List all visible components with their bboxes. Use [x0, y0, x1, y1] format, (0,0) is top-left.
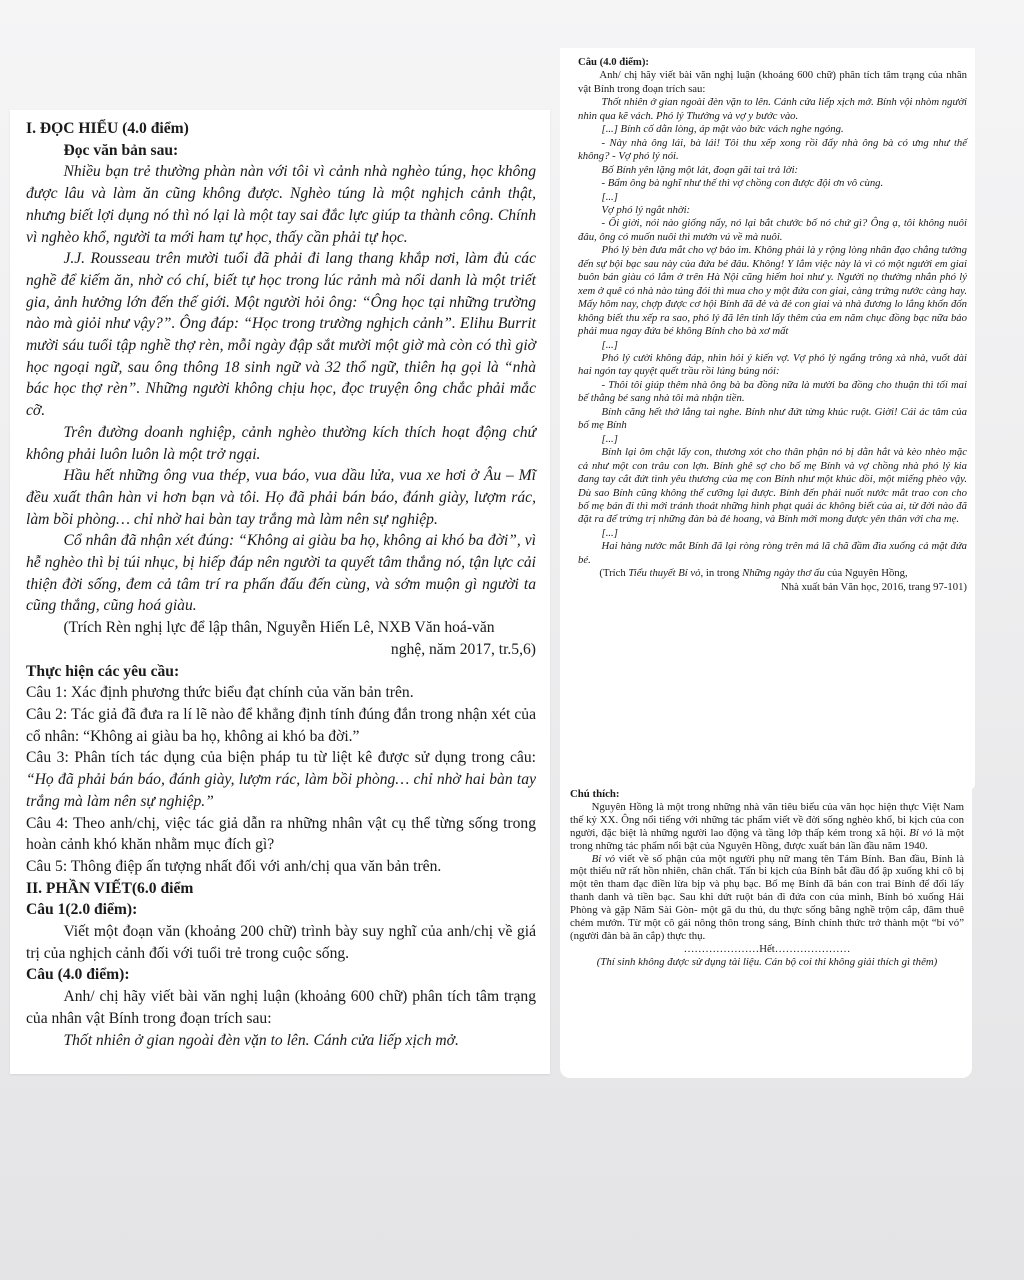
- excerpt-paragraph: [...]: [601, 190, 618, 203]
- excerpt-paragraph: Bính căng hết thớ lắng tai nghe. Bính như đứt từng khúc ruột. Giời! Cái ác tâm của bố mẹ Bính: [578, 405, 967, 432]
- end-marker: …………………Hết…………………: [683, 942, 851, 955]
- notes-heading: Chú thích:: [570, 788, 620, 800]
- question-2: Câu 2: Tác giả đã đưa ra lí lẽ nào để khẳng định tính đúng đắn trong nhận xét của cổ nhân: “Không ai giàu ba họ, không ai khó ba đời.”: [26, 705, 536, 745]
- note-author-work-title: Bỉ vỏ: [909, 826, 933, 839]
- question-4: Câu 4: Theo anh/chị, việc tác giả dẫn ra những nhân vật cụ thể từng sống trong hoàn cảnh khó khăn nhằm mục đích gì?: [26, 814, 536, 854]
- excerpt-paragraph: Bính lại ôm chặt lấy con, thương xót cho thân phận nó bị dằn hắt và kèo nhèo mặc cả như một con trâu con lợn. Bính ghê sợ cho bố mẹ Bính và vợ chồng nhà phó lý kia đang tay cắt đứt tình yêu thương của mẹ con Bính như một khúc dồi, một miếng phèo vậy. Dù sao Bính cũng không thể cưỡng lại được. Bính đến phải nuốt nước mắt trao con cho bố mẹ bán đi thì mới tránh thoát những hình phạt quái ác không biết của ai, từ đời nào đã đặt ra để trừng trị những đàn bà đẻ hoang, và Bính mới mong được yên thân với cha mẹ.: [578, 446, 967, 526]
- writing-task-1-heading: Câu 1(2.0 điểm):: [26, 901, 138, 919]
- excerpt-paragraph: Vợ phó lý ngắt nhời:: [601, 203, 691, 216]
- excerpt-paragraph: - Này nhà ông lái, bà lái! Tôi thu xếp xong rồi đấy nhà ông bà có ưng như thế không? - Vợ phó lý nói.: [578, 136, 967, 163]
- section-writing-heading: II. PHẦN VIẾT(6.0 điểm: [26, 879, 194, 897]
- exam-page-left: [10, 110, 550, 1074]
- passage-paragraph-5: Cổ nhân đã nhận xét đúng: “Không ai giàu ba họ, không ai khó ba đời”, vì hễ nghèo thì bị túi nhục, bị hiếp đáp nên người ta quyết tâm thắng nó, tận lực cải thiện đời sống, đem cả tâm trí ra phấn đấu đến cùng, và sớm muộn gì người ta cũng thắng, cũng hoá giàu.: [26, 532, 536, 615]
- question-3-prefix: Câu 3: Phân tích tác dụng của biện pháp tu từ liệt kê được sử dụng trong câu:: [26, 749, 536, 767]
- excerpt-paragraph: - Bẩm ông bà nghĩ như thế thì vợ chồng con được đội ơn vô cùng.: [601, 177, 884, 190]
- question-5: Câu 5: Thông điệp ấn tượng nhất đối với anh/chị qua văn bản trên.: [26, 857, 442, 875]
- passage-paragraph-4: Hầu hết những ông vua thép, vua báo, vua dầu lửa, vua xe hơi ở Âu – Mĩ đều xuất thân hàn vi hơn bạn và tôi. Họ đã phải bán báo, đánh giày, lượm rác, làm bồi phòng… chỉ nhờ hai bàn tay trắng mà làm nên sự nghiệp.: [26, 467, 536, 528]
- excerpt-paragraph: [...]: [601, 432, 618, 445]
- excerpt-paragraph: Bố Bính yên lặng một lát, đoạn gãi tai trả lời:: [601, 163, 799, 176]
- citation-line-2: nghệ, năm 2017, tr.5,6): [390, 640, 536, 658]
- excerpt-paragraph: [...]: [601, 338, 618, 351]
- citation-line-1: (Trích Rèn nghị lực để lập thân, Nguyễn Hiến Lê, NXB Văn hoá-văn: [63, 619, 495, 637]
- note-author: [570, 801, 964, 853]
- excerpt-paragraph: [...] Bính cố dằn lòng, áp mặt vào bức vách nghe ngóng.: [601, 123, 844, 136]
- excerpt-source-prefix: (Trích: [599, 567, 629, 580]
- excerpt-paragraph: Phó lý bèn đưa mắt cho vợ bảo im. Không phải là y rộng lòng nhân đạo chẳng tưởng đến sự bội bạc sau này của đứa bé đâu. Không! Y lắm việc này là vì có một người em giai buôn bán giàu có lắm ở trên Hà Nội cũng hiếm hoi như y. Người nọ thường nhắn phó lý xem ở quê có nhà nào túng đói thì mua cho y một đứa con giai, càng trứng nước càng hay. Mấy hôm nay, chợp được cơ hội Bính đã đẻ và đẻ con giai và nhà đương lo lắng khốn đốn không biết thu xếp ra sao, phó lý đã lên tỉnh lấy thêm của em năm chục đồng bạc nữa bảo phải mua ngay đứa bé không Bính cho bà xơ mất: [578, 244, 967, 338]
- excerpt-source-mid: , in trong: [700, 567, 743, 580]
- excerpt-paragraph: Hai hàng nước mắt Bính đã lại ròng ròng trên má lã chã đầm đìa xuống cả mặt đứa bé.: [578, 540, 967, 566]
- excerpt-source-book: Những ngày thơ ấu: [742, 567, 825, 580]
- excerpt-paragraph: Phó lý cười không đáp, nhìn hỏi ý kiến vợ. Vợ phó lý ngẩng trông xà nhà, vuốt dài hai ngón tay quyệt quết trầu rồi lúng búng nói:: [578, 351, 967, 378]
- writing-task-2-heading: Câu (4.0 điểm):: [26, 966, 130, 984]
- excerpt-paragraph: Thốt nhiên ở gian ngoài đèn vặn to lên. Cánh cửa liếp xịch mở. Bính vội nhòm người nhìn qua kẽ vách. Phó lý Thưởng và vợ y bước vào.: [578, 96, 967, 122]
- question-3: [26, 747, 536, 812]
- notes-panel: [560, 784, 972, 1078]
- excerpt-source: [578, 567, 967, 580]
- essay-question-heading: Câu (4.0 điểm):: [578, 56, 649, 68]
- note-summary: [570, 853, 964, 943]
- question-3-quote: “Họ đã phải bán báo, đánh giày, lượm rác, làm bồi phòng… chỉ nhờ hai bàn tay trắng mà làm nên sự nghiệp.”: [26, 771, 536, 810]
- note-summary-text: viết về số phận của một người phụ nữ mang tên Tám Bính. Ban đầu, Bính là một thiếu nữ rất hồn nhiên, chân chất. Tấn bi kịch của Bính bắt đầu đổ ập xuống khi cô bị một tên tham đạc điền lừa bịp và phụ bạc. Bố mẹ Bính đã bán con trai Bính để đổi lấy thanh danh và tiền bạc. Sau khi dứt ruột bán đi đứa con của mình, Bính bỏ xuống Hải Phòng và gặp Năm Sài Gòn- một gã du thủ, du thực sống bằng nghề trộm cắp, đâm thuê chém mướn. Từ một cô gái nông thôn trong sáng, Bính chính thức trở thành một “bỉ vỏ” (người đàn bà ăn cắp) thực thụ.: [570, 852, 964, 942]
- excerpt-paragraph: - Thôi tôi giúp thêm nhà ông bà ba đồng nữa là mười ba đồng cho thuận thì tối mai bế thằng bé sang nhà tôi mà nhận tiền.: [578, 378, 967, 405]
- excerpt-paragraph: - Ối giời, nói nào giống nẩy, nó lại bắt chước bố nó chứ gì? Ông ạ, tôi không nuôi đâu, ông có muốn nuôi thì mướn vú về mà nuôi.: [578, 217, 967, 243]
- read-text-instruction: Đọc văn bản sau:: [63, 141, 179, 159]
- essay-question-prompt: Anh/ chị hãy viết bài văn nghị luận (khoảng 600 chữ) phân tích tâm trạng của nhân vật Bính trong đoạn trích sau:: [578, 69, 967, 95]
- note-summary-work-title: Bỉ vỏ: [591, 852, 616, 865]
- note-author-text-a: Nguyên Hồng là một trong những nhà văn tiêu biểu của văn học hiện thực Việt Nam thế kỷ XX. Ông nổi tiếng với những tác phẩm viết về đời sống nghèo khổ, bi kịch của con người, đặc biệt là những người lao động và tầng lớp thấp kém trong xã hội.: [570, 800, 964, 839]
- excerpt-source-suffix: của Nguyên Hồng,: [824, 567, 908, 580]
- exam-page-right: [560, 48, 975, 790]
- excerpt-source-publisher: Nhà xuất bản Văn học, 2016, trang 97-101): [781, 580, 967, 593]
- note-author-text-b: là một trong những tác phẩm nổi bật của Nguyên Hồng, được xuất bản lần đầu năm 1940.: [570, 826, 964, 852]
- section-reading-heading: I. ĐỌC HIỂU (4.0 điểm): [26, 120, 189, 137]
- tasks-heading: Thực hiện các yêu cầu:: [26, 662, 180, 680]
- excerpt-source-title: Tiểu thuyết Bỉ vỏ: [628, 567, 701, 580]
- writing-task-2-excerpt-start: Thốt nhiên ở gian ngoài đèn vặn to lên. Cánh cửa liếp xịch mở.: [63, 1031, 459, 1049]
- exam-footnote: (Thí sinh không được sử dụng tài liệu. Cán bộ coi thi không giải thích gì thêm): [596, 955, 938, 968]
- writing-task-2-text: Anh/ chị hãy viết bài văn nghị luận (khoảng 600 chữ) phân tích tâm trạng của nhân vật Bính trong đoạn trích sau:: [26, 988, 536, 1027]
- writing-task-1-text: Viết một đoạn văn (khoảng 200 chữ) trình bày suy nghĩ của anh/chị về giá trị của nghịch cảnh đối với tuổi trẻ trong cuộc sống.: [26, 923, 536, 962]
- passage-paragraph-2: J.J. Rousseau trên mười tuổi đã phải đi lang thang khắp nơi, làm đủ các nghề để kiếm ăn, nhờ có chí, biết tự học trong lúc rảnh mà nổi danh là một triết gia, ảnh hưởng lớn đến thế giới. Một người hỏi ông: “Ông học tại những trường nào mà giỏi như vậy?”. Ông đáp: “Học trong trường nghịch cảnh”. Elihu Burrit mười sáu tuổi tập nghề thợ rèn, mỗi ngày đập sắt mười một giờ mà còn có thì giờ học ngoại ngữ, sau ông thông 18 sinh ngữ và 32 thổ ngữ, thiên hạ gọi là “nhà bác học thợ rèn”. Những người không chịu học, đọc truyện ông chắc phải mắc cỡ.: [26, 250, 536, 420]
- passage-paragraph-1: Nhiều bạn trẻ thường phàn nàn với tôi vì cảnh nhà nghèo túng, học không được lâu và làm ăn cũng không được. Nghèo túng là một nghịch cảnh thật, nhưng biết lợi dụng nó thì nó lại là một tay sai đắc lực giúp ta thành công. Chính vì nghèo khổ, người ta mới ham tự học, thấy cần phải tự học.: [26, 163, 536, 246]
- excerpt-paragraph: [...]: [601, 526, 618, 539]
- passage-paragraph-3: Trên đường doanh nghiệp, cảnh nghèo thường kích thích hoạt động chứ không phải luôn luôn là một trở ngại.: [26, 423, 536, 463]
- question-1: Câu 1: Xác định phương thức biểu đạt chính của văn bản trên.: [26, 684, 414, 702]
